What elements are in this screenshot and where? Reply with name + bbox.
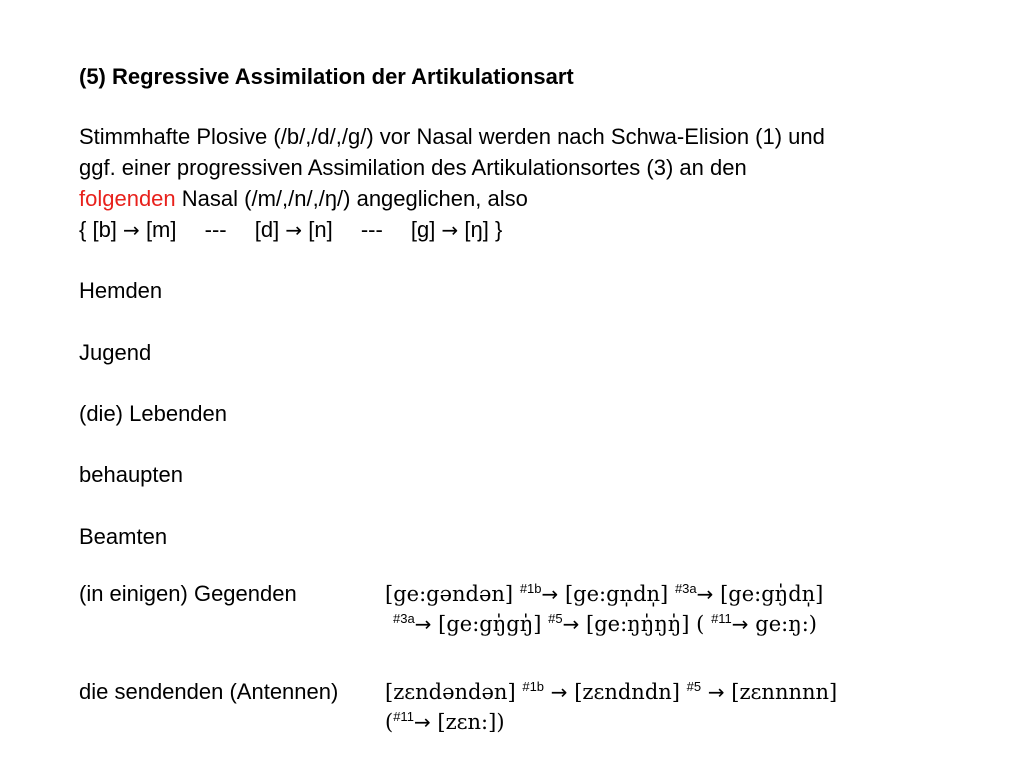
example-gegenden: (in einigen) Gegenden bbox=[79, 581, 297, 606]
ipa-form: ge:ŋ:) bbox=[755, 612, 817, 636]
gegenden-transcription-row-1 bbox=[385, 581, 823, 607]
arrow-icon: → bbox=[414, 612, 432, 636]
rule-ref: #11 bbox=[711, 611, 732, 626]
arrow-icon: → bbox=[696, 582, 714, 606]
rule-ref: #1b bbox=[519, 581, 542, 596]
rule-ng: [ŋ] } bbox=[464, 217, 503, 242]
example-lebenden: (die) Lebenden bbox=[79, 401, 228, 426]
ipa-form: [ge:ŋŋ̍ŋŋ̍] bbox=[586, 612, 690, 636]
arrow-icon: → bbox=[550, 680, 568, 704]
example-sendenden: die sendenden (Antennen) bbox=[79, 679, 339, 704]
ipa-form: [zɛndəndən] bbox=[385, 680, 516, 704]
ipa-form: [ge:gŋ̍gŋ̍] bbox=[438, 612, 542, 636]
arrow-icon: → bbox=[731, 612, 749, 636]
rule-separator: --- bbox=[360, 217, 383, 242]
intro-line-3 bbox=[79, 186, 528, 212]
rule-line bbox=[79, 217, 502, 243]
arrow-icon: → bbox=[707, 680, 725, 704]
example-hemden: Hemden bbox=[79, 278, 163, 303]
arrow-icon: → bbox=[123, 218, 140, 242]
rule-ref: #11 bbox=[393, 709, 414, 724]
gegenden-transcription-row-2 bbox=[393, 611, 817, 637]
arrow-icon: → bbox=[285, 218, 303, 242]
example-jugend: Jugend bbox=[79, 340, 152, 365]
rule-separator: --- bbox=[204, 217, 227, 242]
rule-ref: #3a bbox=[393, 611, 415, 626]
arrow-icon: → bbox=[562, 612, 580, 636]
ipa-form: [zɛn:]) bbox=[437, 710, 505, 734]
rule-m: [m] bbox=[145, 217, 177, 242]
rule-g: [g] bbox=[410, 217, 436, 242]
arrow-icon: → bbox=[441, 218, 459, 242]
slide-title: (5) Regressive Assimilation der Artikulationsart bbox=[79, 64, 574, 89]
ipa-form: [zɛndndn] bbox=[574, 680, 680, 704]
sendenden-transcription-row-1 bbox=[385, 679, 837, 705]
arrow-icon: → bbox=[541, 582, 559, 606]
rule-d: [d] bbox=[254, 217, 280, 242]
arrow-icon: → bbox=[413, 710, 431, 734]
example-beamten: Beamten bbox=[79, 524, 168, 549]
example-behaupten: behaupten bbox=[79, 462, 183, 487]
ipa-form: [ge:gn̩dn̩] bbox=[564, 582, 669, 606]
ipa-form: [ge:gŋ̍dn̩] bbox=[720, 582, 824, 606]
open-paren: ( bbox=[696, 612, 705, 636]
sendenden-transcription-row-2 bbox=[385, 709, 505, 735]
intro-line-1: Stimmhafte Plosive (/b/,/d/,/g/) vor Nasal werden nach Schwa-Elision (1) und bbox=[79, 124, 825, 149]
rule-ref: #1b bbox=[522, 679, 545, 694]
rule-ref: #5 bbox=[686, 679, 702, 694]
ipa-form: [ge:gəndən] bbox=[385, 582, 514, 606]
open-paren: ( bbox=[385, 710, 394, 734]
ipa-form: [zɛnnnnn] bbox=[731, 680, 838, 704]
rule-ref: #5 bbox=[548, 611, 563, 626]
highlight-word: folgenden bbox=[79, 186, 176, 211]
rule-open-b: { [b] bbox=[79, 217, 117, 242]
intro-line-2: ggf. einer progressiven Assimilation des Artikulationsortes (3) an den bbox=[79, 155, 747, 180]
rule-n: [n] bbox=[308, 217, 333, 242]
intro-line-3-rest: Nasal (/m/,/n/,/ŋ/) angeglichen, also bbox=[175, 186, 528, 211]
rule-ref: #3a bbox=[674, 581, 697, 596]
